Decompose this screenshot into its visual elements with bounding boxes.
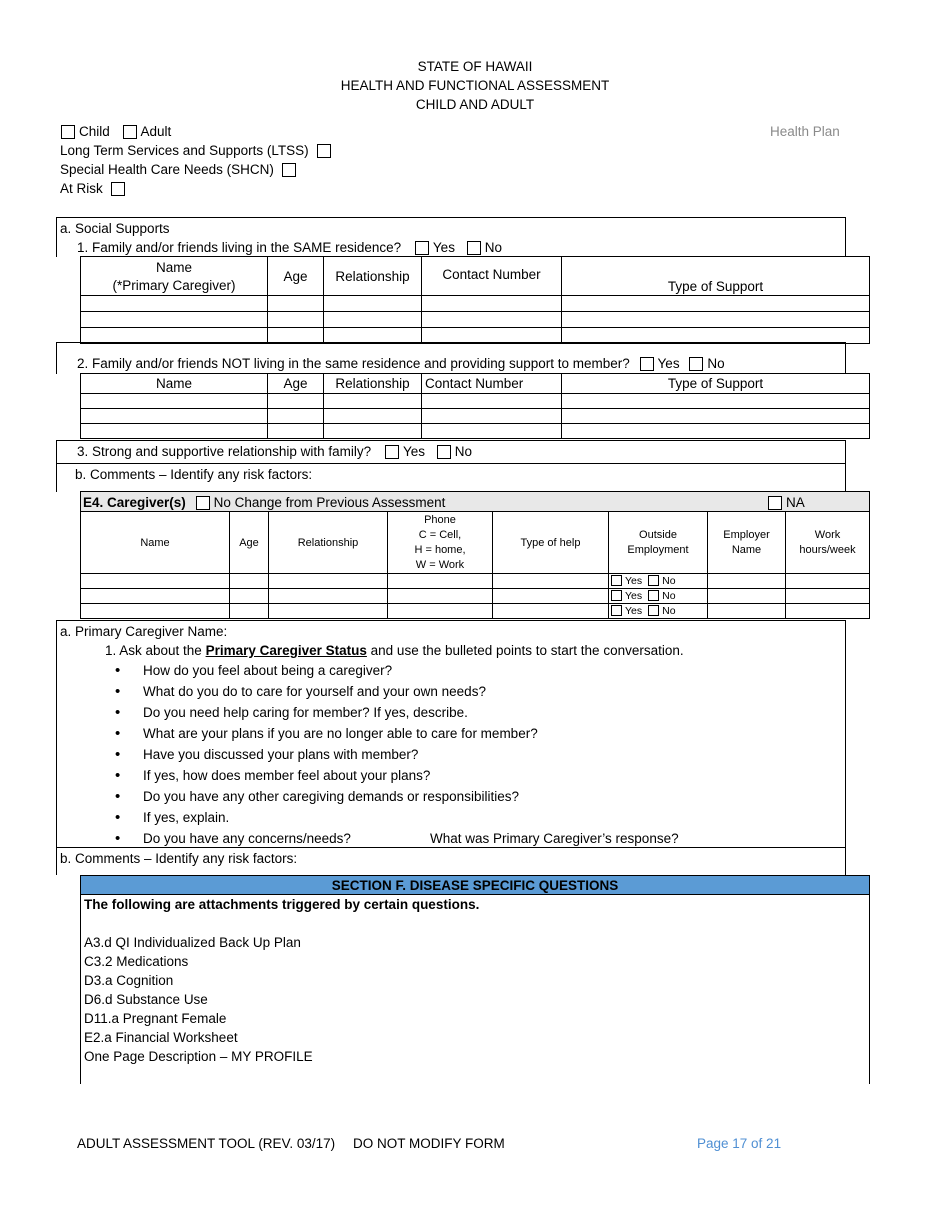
q2-label: 2. Family and/or friends NOT living in the same residence and providing support to member? [77, 356, 630, 371]
cg-header-relationship: Relationship [269, 512, 388, 574]
q3-no-label: No [454, 444, 472, 459]
q3-yes-checkbox[interactable] [385, 445, 399, 459]
t2-header-name: Name [81, 374, 268, 394]
member-type-block [60, 122, 335, 198]
cg-header-type-of-help: Type of help [493, 512, 609, 574]
table-row [81, 394, 870, 409]
q1-no-label: No [484, 240, 502, 255]
page-number: Page 17 of 21 [697, 1136, 782, 1151]
adult-label: Adult [140, 124, 172, 139]
table-row [81, 312, 870, 328]
list-item: D11.a Pregnant Female [84, 1011, 227, 1026]
shcn-label: Special Health Care Needs (SHCN) [60, 162, 274, 177]
t2-header-support: Type of Support [562, 374, 870, 394]
q2-no-label: No [707, 356, 725, 371]
table-row [81, 296, 870, 312]
t1-header-name: Name (*Primary Caregiver) [81, 257, 268, 296]
cg2-no-checkbox[interactable] [648, 590, 659, 601]
q2-yes-label: Yes [657, 356, 680, 371]
list-item: D3.a Cognition [84, 973, 174, 988]
ltss-checkbox[interactable] [317, 144, 331, 158]
list-item: • Have you discussed your plans with member? [81, 744, 781, 765]
not-same-residence-table [80, 373, 870, 439]
table-row [81, 604, 870, 619]
caregiver-response-label: What was Primary Caregiver’s response? [430, 831, 679, 846]
q1-yes-checkbox[interactable] [415, 241, 429, 255]
not-same-residence-box [56, 342, 846, 374]
list-item: A3.d QI Individualized Back Up Plan [84, 935, 301, 950]
attachments-list [84, 933, 313, 1066]
t2-header-relationship: Relationship [324, 374, 422, 394]
caregivers-table [80, 511, 870, 619]
ltss-label: Long Term Services and Supports (LTSS) [60, 143, 309, 158]
social-comments-box[interactable] [56, 463, 846, 492]
q3-yes-label: Yes [402, 444, 425, 459]
social-comments-label: b. Comments – Identify any risk factors: [75, 467, 313, 482]
q1-yes-label: Yes [432, 240, 455, 255]
header-title: HEALTH AND FUNCTIONAL ASSESSMENT [340, 78, 610, 93]
list-item: • Do you have any other caregiving demands or responsibilities? [81, 786, 781, 807]
section-f-title: SECTION F. DISEASE SPECIFIC QUESTIONS [331, 878, 619, 893]
adult-checkbox[interactable] [123, 125, 137, 139]
cg-header-name: Name [81, 512, 230, 574]
cg2-yes-checkbox[interactable] [611, 590, 622, 601]
q3-label: 3. Strong and supportive relationship with family? [77, 444, 372, 459]
caregiver-status-emphasis: Primary Caregiver Status [205, 643, 367, 658]
social-supports-title: a. Social Supports [60, 221, 170, 236]
table-row [81, 424, 870, 439]
cg3-yes-checkbox[interactable] [611, 605, 622, 616]
t1-header-contact: Contact Number [422, 257, 562, 296]
list-item: • If yes, how does member feel about your plans? [81, 765, 781, 786]
outside-employment-cell: Yes No [609, 589, 708, 604]
list-item: • How do you feel about being a caregiver? [81, 660, 781, 681]
family-relationship-question [77, 442, 472, 462]
header-state: STATE OF HAWAII [417, 59, 533, 74]
section-f-intro: The following are attachments triggered by certain questions. [84, 897, 480, 912]
cg-header-phone: Phone C = Cell, H = home, W = Work [388, 512, 493, 574]
t1-header-age: Age [268, 257, 324, 296]
caregiver-status-instruction: 1. Ask about the Primary Caregiver Status and use the bulleted points to start the conversation. [105, 643, 684, 658]
list-item: • What are your plans if you are no longer able to care for member? [81, 723, 781, 744]
caregivers-title: E4. Caregiver(s) [83, 495, 186, 510]
na-label: NA [786, 495, 805, 510]
section-f-body [80, 894, 870, 1084]
list-item: E2.a Financial Worksheet [84, 1030, 238, 1045]
child-checkbox[interactable] [61, 125, 75, 139]
t1-header-support: Type of Support [562, 257, 870, 296]
same-residence-table [80, 256, 870, 344]
primary-caregiver-name-label: a. Primary Caregiver Name: [60, 624, 228, 639]
header-subtitle: CHILD AND ADULT [415, 97, 535, 112]
outside-employment-cell: Yes No [609, 574, 708, 589]
same-residence-question [77, 238, 502, 257]
cg-header-employer: Employer Name [708, 512, 786, 574]
list-item: One Page Description – MY PROFILE [84, 1049, 313, 1064]
q1-no-checkbox[interactable] [467, 241, 481, 255]
cg-header-work-hours: Work hours/week [786, 512, 870, 574]
not-same-residence-question [77, 354, 725, 373]
list-item: • Do you have any concerns/needs? What was Primary Caregiver’s response? [81, 828, 781, 848]
table-row [81, 409, 870, 424]
primary-caregiver-box [56, 620, 846, 848]
na-checkbox[interactable] [768, 496, 782, 510]
at-risk-checkbox[interactable] [111, 182, 125, 196]
list-item: • Do you need help caring for member? If yes, describe. [81, 702, 781, 723]
caregiver-questions-list [81, 660, 781, 848]
table-row [81, 589, 870, 604]
caregiver-comments-label: b. Comments – Identify any risk factors: [60, 851, 298, 866]
family-relationship-box [56, 440, 846, 464]
outside-employment-cell: Yes No [609, 604, 708, 619]
at-risk-label: At Risk [60, 181, 103, 196]
footer-tool-label: ADULT ASSESSMENT TOOL (REV. 03/17) [77, 1136, 336, 1151]
q2-yes-checkbox[interactable] [640, 357, 654, 371]
q2-no-checkbox[interactable] [689, 357, 703, 371]
cg1-no-checkbox[interactable] [648, 575, 659, 586]
t2-header-contact: Contact Number [422, 374, 562, 394]
list-item: C3.2 Medications [84, 954, 189, 969]
table-row [81, 574, 870, 589]
child-label: Child [79, 124, 110, 139]
footer-do-not-modify: DO NOT MODIFY FORM [353, 1136, 505, 1151]
form-header [0, 57, 950, 114]
caregivers-header [80, 491, 870, 512]
shcn-checkbox[interactable] [282, 163, 296, 177]
list-item: • If yes, explain. [81, 807, 781, 828]
q1-label: 1. Family and/or friends living in the SAME residence? [77, 240, 402, 255]
t2-header-age: Age [268, 374, 324, 394]
cg-header-age: Age [230, 512, 269, 574]
list-item: D6.d Substance Use [84, 992, 208, 1007]
caregiver-comments-box[interactable] [56, 847, 846, 875]
no-change-label: No Change from Previous Assessment [213, 495, 446, 510]
list-item: • What do you do to care for yourself and your own needs? [81, 681, 781, 702]
cg-header-outside: Outside Employment [609, 512, 708, 574]
social-supports-box [56, 217, 846, 257]
q3-no-checkbox[interactable] [437, 445, 451, 459]
cg1-yes-checkbox[interactable] [611, 575, 622, 586]
no-change-checkbox[interactable] [196, 496, 210, 510]
t1-header-relationship: Relationship [324, 257, 422, 296]
health-plan-label: Health Plan [770, 124, 840, 139]
section-f-header [80, 875, 870, 895]
cg3-no-checkbox[interactable] [648, 605, 659, 616]
